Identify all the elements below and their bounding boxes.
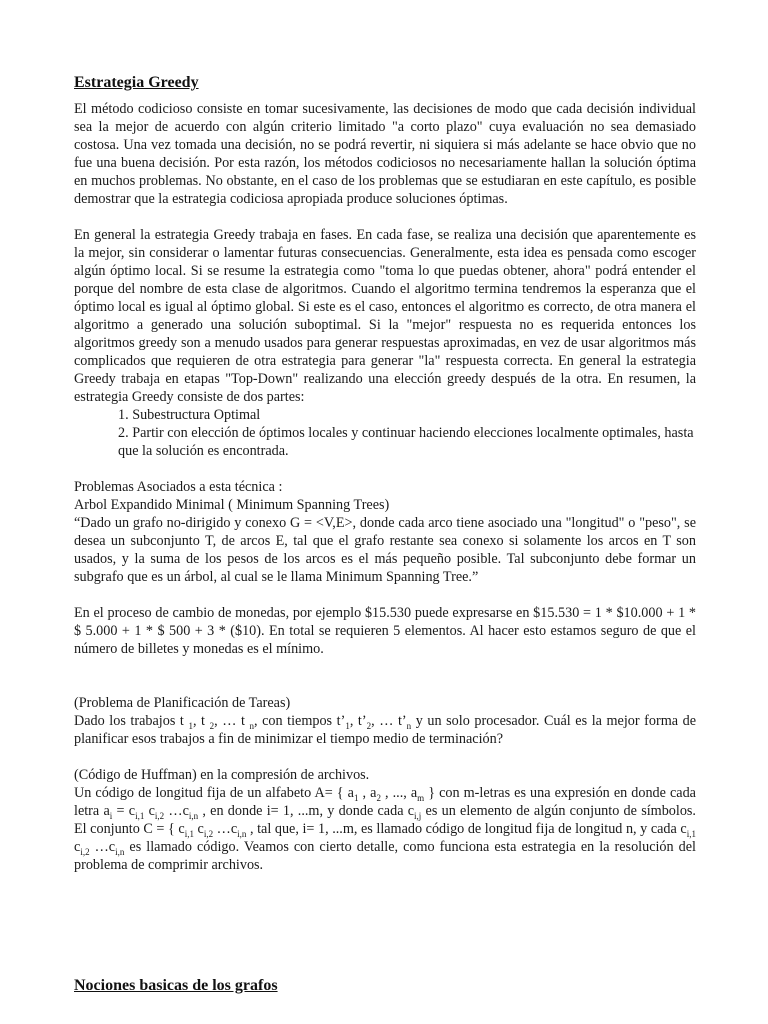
list-item: 1. Subestructura Optimal (118, 407, 261, 423)
problems-intro: Problemas Asociados a esta técnica : (74, 479, 283, 495)
section-title-greedy: Estrategia Greedy (74, 74, 199, 91)
mst-title: Arbol Expandido Minimal ( Minimum Spanning Trees) (74, 497, 390, 513)
mst-definition: “Dado un grafo no-dirigido y conexo G = <V,E>, donde cada arco tiene asociado una "longitud" o "peso", se desea un subconjunto T, de arcos E, tal que el grafo restante sea conexo si solamente los arcos en T son usados, y la suma de los pesos de los arcos es el más pequeño posible. Tal subconjunto debe formar un subgrafo que es un árbol, al cual se le llama Minimum Spanning Tree.” (74, 515, 696, 585)
scheduling-text: Dado los trabajos t $_1$, t $_2$, … t $_n$, con tiempos $t’_1$, $t’_2$, … $t’_n$ y un solo procesador. Cuál es la mejor forma de planificar esos trabajos a fin de minimizar el tiempo medio de terminación? (74, 713, 697, 747)
section-title-graphs: Nociones basicas de los grafos (74, 977, 278, 994)
greedy-parts-list (118, 406, 696, 460)
list-item: 2. Partir con elección de óptimos locales y continuar haciendo elecciones localmente optimales, hasta que la solución es encontrada. (118, 425, 694, 459)
huffman-text: Un código de longitud fija de un alfabeto A= { $a_1$ , $a_2$ , ..., $a_m$ } con m-letras es una expresión en donde cada letra $a_i = c_{i,1}$ $c_{i,2}$ $\dots c_{i,n}$ , en donde i= 1, ...m, y donde cada $c_{i,j}$ es un elemento de algún conjunto de símbolos. El conjunto C = { $c_{i,1}$ $c_{i,2}$ $\dots c_{i,n}$ , tal que, i= 1, ...m, es llamado código de longitud fija de longitud n, y cada $c_{i,1}$ $c_{i,2}$ $\dots c_{i,n}$ es llamado código. Veamos con cierto detalle, como funciona esta estrategia en la resolución del problema de comprimir archivos. (74, 785, 696, 873)
paragraph-phases: En general la estrategia Greedy trabaja en fases. En cada fase, se realiza una decisión que aparentemente es la mejor, sin considerar o lamentar futuras consecuencias. Generalmente, esta idea es pensada como escoger algún óptimo local. Si se resume la estrategia como "toma lo que puedas obtener, ahora" podrá entender el porque del nombre de esta clase de algoritmos. Cuando el algoritmo termina tendremos la esperanza que el óptimo local es igual al óptimo global. Si este es el caso, entonces el algoritmo es correcto, de otra manera el algoritmo a generado una solución suboptimal. Si la "mejor" respuesta no es requerida entonces los algoritmos greedy son a menudo usados para generar respuestas aproximadas, en vez de usar algoritmos más complicados que requieren de otra estrategia para generar "la" respuesta correcta. En general la estrategia Greedy trabaja en etapas "Top-Down" realizando una elección greedy después de la otra. En resumen, la estrategia Greedy consiste de dos partes: (74, 227, 696, 405)
huffman-title: (Código de Huffman) en la compresión de archivos. (74, 767, 370, 783)
scheduling-title: (Problema de Planificación de Tareas) (74, 695, 291, 711)
coins-example: En el proceso de cambio de monedas, por ejemplo $15.530 puede expresarse en $15.530 = 1 * $10.000 + 1 * $ 5.000 + 1 * $ 500 + 3 * ($10). En total se requieren 5 elementos. Al hacer esto estamos seguro de que el número de billetes y monedas es el mínimo. (74, 605, 696, 657)
paragraph-intro: El método codicioso consiste en tomar sucesivamente, las decisiones de modo que cada decisión individual sea la mejor de acuerdo con algún criterio limitado "a corto plazo" cuya evaluación no sea demasiado costosa. Una vez tomada una decisión, no se podrá revertir, ni siquiera si más adelante se hace obvio que no fue una buena decisión. Por esta razón, los métodos codiciosos no necesariamente hallan la solución óptima en muchos problemas. No obstante, en el caso de los problemas que se estudiaran en este capítulo, es posible demostrar que la estrategia codiciosa apropiada produce soluciones óptimas. (74, 101, 696, 207)
document-body (74, 72, 696, 874)
